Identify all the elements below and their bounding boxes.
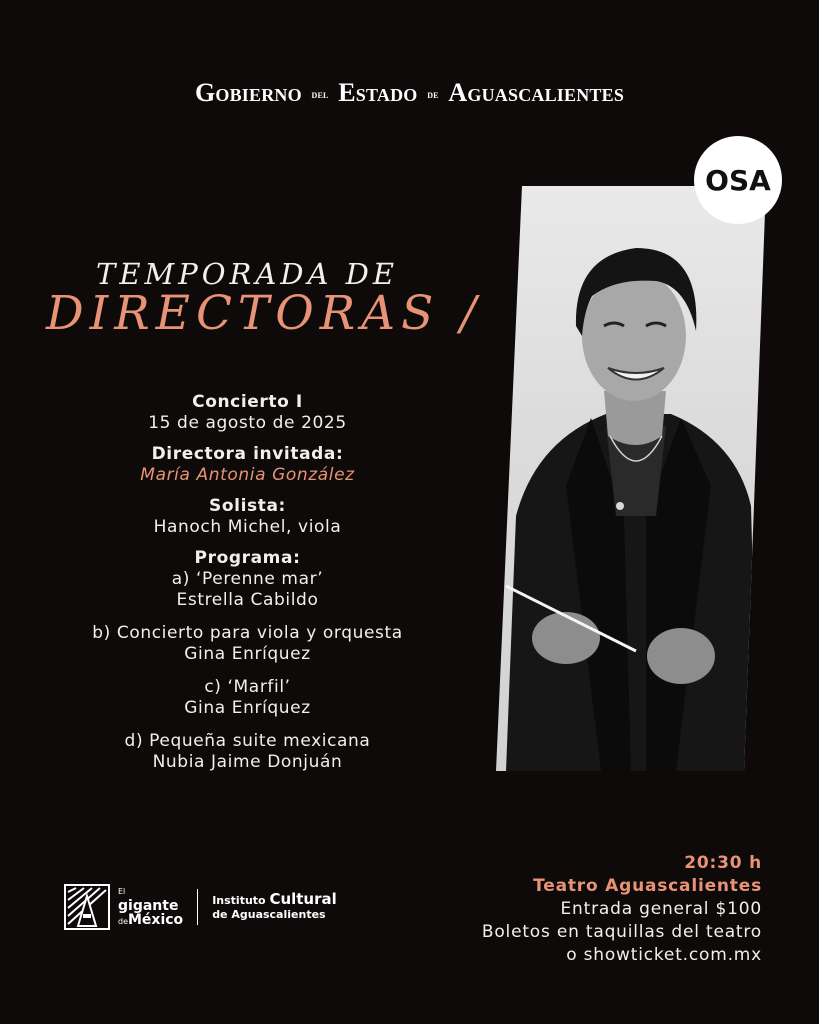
director-block (0, 444, 495, 486)
soloist-block (0, 496, 495, 538)
program-item-composer: Gina Enríquez (184, 698, 311, 718)
conductor-illustration (496, 186, 766, 771)
instituto-cultural-logo: Instituto Cultural de Aguascalientes (212, 890, 337, 921)
header-del: del (311, 89, 329, 102)
event-tickets: Boletos en taquillas del teatro (481, 922, 762, 942)
season-title-line1: TEMPORADA DE (96, 257, 399, 291)
concert-name: Concierto I (192, 392, 303, 412)
osa-logo-badge: OSA (694, 136, 782, 224)
header-gobierno: Gobierno (194, 78, 302, 107)
soloist-label: Solista: (209, 496, 286, 516)
event-time: 20:30 h (684, 853, 762, 873)
director-name: María Antonia González (140, 465, 355, 485)
program-item-title: c) ‘Marfil’ (204, 677, 291, 697)
program-item (0, 569, 495, 611)
header-aguascalientes: Aguascalientes (448, 78, 625, 107)
event-price: Entrada general $100 (560, 899, 762, 919)
logo-divider (197, 889, 198, 925)
concert-block (0, 392, 495, 434)
director-label: Directora invitada: (151, 444, 344, 464)
program-item (0, 623, 495, 665)
header-de: de (427, 89, 439, 102)
aguascalientes-a-icon (64, 884, 110, 930)
season-title-line2: DIRECTORAS / (46, 286, 483, 341)
program-block (0, 548, 495, 773)
header-estado: Estado (338, 78, 418, 107)
soloist-name: Hanoch Michel, viola (153, 517, 342, 537)
program-item (0, 731, 495, 773)
program-item-title: a) ‘Perenne mar’ (171, 569, 324, 589)
program-item-title: b) Concierto para viola y orquesta (92, 623, 403, 643)
program-item-title: d) Pequeña suite mexicana (124, 731, 371, 751)
concert-info (0, 392, 495, 785)
program-label: Programa: (194, 548, 301, 568)
event-online-link: o showticket.com.mx (566, 945, 762, 965)
event-venue: Teatro Aguascalientes (533, 876, 762, 896)
government-header (0, 78, 819, 108)
event-details (482, 852, 762, 967)
concert-date: 15 de agosto de 2025 (148, 413, 347, 433)
program-item (0, 677, 495, 719)
sponsor-logos (64, 884, 337, 930)
gigante-de-mexico-logo: El gigante deMéxico (118, 887, 184, 928)
conductor-photo (496, 186, 766, 771)
program-item-composer: Estrella Cabildo (176, 590, 319, 610)
program-item-composer: Gina Enríquez (184, 644, 311, 664)
program-item-composer: Nubia Jaime Donjuán (152, 752, 343, 772)
